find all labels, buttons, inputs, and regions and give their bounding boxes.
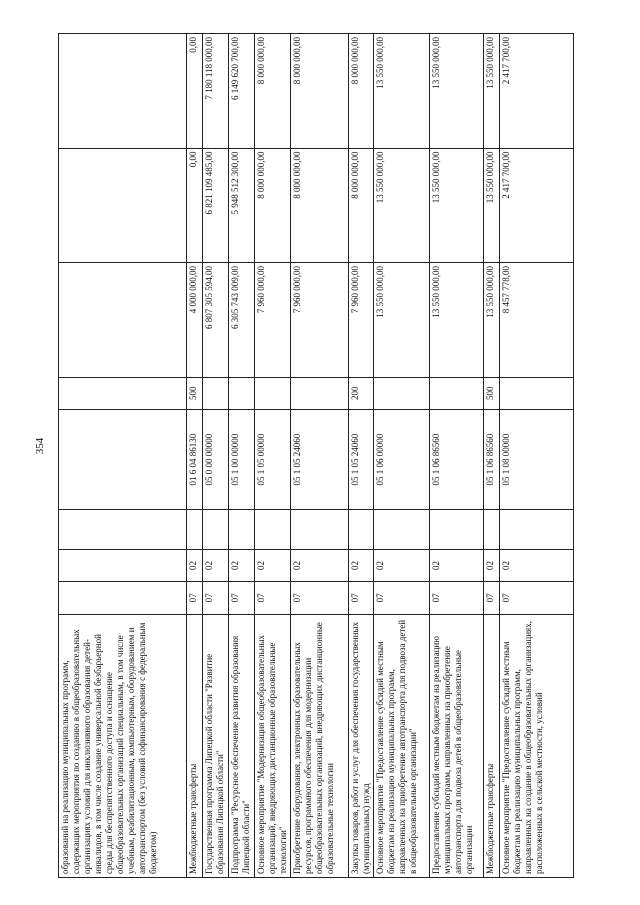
row-section-cell	[59, 582, 187, 614]
row-subsection-cell: 02	[349, 549, 374, 581]
row-expense-type-cell	[203, 377, 229, 409]
row-subsection-cell	[59, 549, 187, 581]
row-amount-1-cell: 7 960 000,00	[291, 263, 349, 377]
row-amount-3-cell: 8 000 000,00	[291, 34, 349, 149]
row-section-cell: 07	[291, 582, 349, 614]
rotated-table-container	[58, 33, 570, 878]
row-target-article-cell	[59, 409, 187, 509]
row-section-cell: 07	[349, 582, 374, 614]
row-name-cell: образований на реализацию муниципальных программ, содержащих мероприятия по созданию в общеобразовательных организациях условий для инклюзивного образования детей-инвалидов, в том числе создание универсальной безбарьерной среды для беспрепятственного доступа и оснащение общеобразовательных организаций специальным, в том числе учебным, реабилитационным, компьютерным, оборудованием и автотранспортом (без условий софинансирования с федеральным бюджетом)	[59, 614, 187, 877]
row-amount-2-cell: 13 550 000,00	[430, 148, 484, 262]
row-empty-cell	[229, 510, 255, 550]
row-name-cell: Предоставление субсидий местным бюджетам на реализацию муниципальных программ, направленных на приобретение автотранспорта для подвоза детей в общеобразовательные организации	[430, 614, 484, 877]
row-subsection-cell: 02	[229, 549, 255, 581]
row-amount-1-cell: 13 550 000,00	[374, 263, 430, 377]
row-name-cell: Основное мероприятие "Предоставление субсидий местным бюджетам на реализацию муниципальных программ, направленных на создание в общеобразовательных организациях, расположенных в сельской местности, условий	[500, 614, 574, 877]
page-number: 354	[34, 437, 46, 455]
row-target-article-cell: 05 1 05 00000	[255, 409, 291, 509]
row-empty-cell	[59, 510, 187, 550]
row-amount-2-cell: 2 417 700,00	[500, 148, 574, 262]
row-expense-type-cell: 200	[349, 377, 374, 409]
row-expense-type-cell	[229, 377, 255, 409]
budget-table-body	[59, 34, 574, 878]
row-amount-2-cell: 8 000 000,00	[255, 148, 291, 262]
row-name-cell: Государственная программа Липецкой области "Развитие образования Липецкой области"	[203, 614, 229, 877]
row-section-cell: 07	[484, 582, 500, 614]
row-amount-1-cell: 6 305 743 009,00	[229, 263, 255, 377]
row-name-cell: Межбюджетные трансферты	[187, 614, 203, 877]
table-row	[430, 34, 484, 878]
row-amount-3-cell: 0,00	[187, 34, 203, 149]
row-name-cell: Приобретение оборудования, электронных образовательных ресурсов, программного обеспечения для модернизации общеобразовательных организаций, внедряющих дистанционные образовательные технологии	[291, 614, 349, 877]
row-amount-1-cell: 8 457 778,00	[500, 263, 574, 377]
budget-table	[58, 33, 574, 878]
row-section-cell: 07	[374, 582, 430, 614]
row-section-cell: 07	[229, 582, 255, 614]
row-amount-2-cell: 5 948 512 300,00	[229, 148, 255, 262]
row-section-cell: 07	[187, 582, 203, 614]
row-target-article-cell: 01 6 04 86130	[187, 409, 203, 509]
table-row	[203, 34, 229, 878]
row-target-article-cell: 05 1 08 00000	[500, 409, 574, 509]
table-row	[349, 34, 374, 878]
row-amount-2-cell: 13 550 000,00	[374, 148, 430, 262]
row-subsection-cell: 02	[203, 549, 229, 581]
row-expense-type-cell	[430, 377, 484, 409]
table-row	[500, 34, 574, 878]
row-amount-1-cell: 13 550 000,00	[430, 263, 484, 377]
row-expense-type-cell: 500	[187, 377, 203, 409]
row-amount-1-cell	[59, 263, 187, 377]
row-amount-3-cell: 6 149 620 700,00	[229, 34, 255, 149]
row-target-article-cell: 05 1 00 00000	[229, 409, 255, 509]
row-amount-3-cell: 13 550 000,00	[374, 34, 430, 149]
row-name-cell: Основное мероприятие "Модернизация общеобразовательных организаций, внедряющих дистанционные образовательные технологии"	[255, 614, 291, 877]
row-expense-type-cell	[374, 377, 430, 409]
row-empty-cell	[484, 510, 500, 550]
row-amount-1-cell: 7 960 000,00	[349, 263, 374, 377]
row-subsection-cell: 02	[187, 549, 203, 581]
row-name-cell: Межбюджетные трансферты	[484, 614, 500, 877]
row-amount-3-cell: 7 180 118 000,00	[203, 34, 229, 149]
row-name-cell: Закупка товаров, работ и услуг для обеспечения государственных (муниципальных) нужд	[349, 614, 374, 877]
row-amount-3-cell: 13 550 000,00	[430, 34, 484, 149]
table-row	[374, 34, 430, 878]
row-amount-2-cell: 0,00	[187, 148, 203, 262]
table-row	[291, 34, 349, 878]
row-empty-cell	[500, 510, 574, 550]
row-expense-type-cell	[255, 377, 291, 409]
table-row	[59, 34, 187, 878]
row-name-cell: Основное мероприятие "Предоставление субсидий местным бюджетам на реализацию муниципальных программ, направленных на приобретение автотранспорта для подвоза детей в общеобразовательные организации"	[374, 614, 430, 877]
row-empty-cell	[255, 510, 291, 550]
row-amount-3-cell: 8 000 000,00	[255, 34, 291, 149]
row-section-cell: 07	[203, 582, 229, 614]
row-empty-cell	[187, 510, 203, 550]
row-subsection-cell: 02	[255, 549, 291, 581]
row-amount-1-cell: 4 000 000,00	[187, 263, 203, 377]
row-amount-3-cell	[59, 34, 187, 149]
row-empty-cell	[291, 510, 349, 550]
row-name-cell: Подпрограмма "Ресурсное обеспечение развития образования Липецкой области"	[229, 614, 255, 877]
row-amount-1-cell: 13 550 000,00	[484, 263, 500, 377]
table-row	[484, 34, 500, 878]
row-amount-3-cell: 2 417 700,00	[500, 34, 574, 149]
row-amount-3-cell: 8 000 000,00	[349, 34, 374, 149]
row-amount-2-cell: 8 000 000,00	[291, 148, 349, 262]
row-amount-1-cell: 7 960 000,00	[255, 263, 291, 377]
row-amount-3-cell: 13 550 000,00	[484, 34, 500, 149]
row-subsection-cell: 02	[500, 549, 574, 581]
row-target-article-cell: 05 1 06 86560	[484, 409, 500, 509]
row-amount-2-cell: 13 550 000,00	[484, 148, 500, 262]
row-target-article-cell: 05 0 00 00000	[203, 409, 229, 509]
row-subsection-cell: 02	[291, 549, 349, 581]
table-row	[187, 34, 203, 878]
row-target-article-cell: 05 1 06 00000	[374, 409, 430, 509]
row-subsection-cell: 02	[430, 549, 484, 581]
row-empty-cell	[374, 510, 430, 550]
table-row	[229, 34, 255, 878]
row-expense-type-cell	[500, 377, 574, 409]
row-amount-2-cell	[59, 148, 187, 262]
row-target-article-cell: 05 1 06 86560	[430, 409, 484, 509]
row-expense-type-cell	[59, 377, 187, 409]
row-subsection-cell: 02	[374, 549, 430, 581]
row-target-article-cell: 05 1 05 24060	[291, 409, 349, 509]
row-section-cell: 07	[500, 582, 574, 614]
table-row	[255, 34, 291, 878]
row-subsection-cell: 02	[484, 549, 500, 581]
row-empty-cell	[203, 510, 229, 550]
row-empty-cell	[430, 510, 484, 550]
row-empty-cell	[349, 510, 374, 550]
row-section-cell: 07	[430, 582, 484, 614]
row-target-article-cell: 05 1 05 24060	[349, 409, 374, 509]
row-section-cell: 07	[255, 582, 291, 614]
row-expense-type-cell	[291, 377, 349, 409]
row-amount-1-cell: 6 807 305 594,00	[203, 263, 229, 377]
row-amount-2-cell: 6 821 109 485,00	[203, 148, 229, 262]
row-expense-type-cell: 500	[484, 377, 500, 409]
row-amount-2-cell: 8 000 000,00	[349, 148, 374, 262]
